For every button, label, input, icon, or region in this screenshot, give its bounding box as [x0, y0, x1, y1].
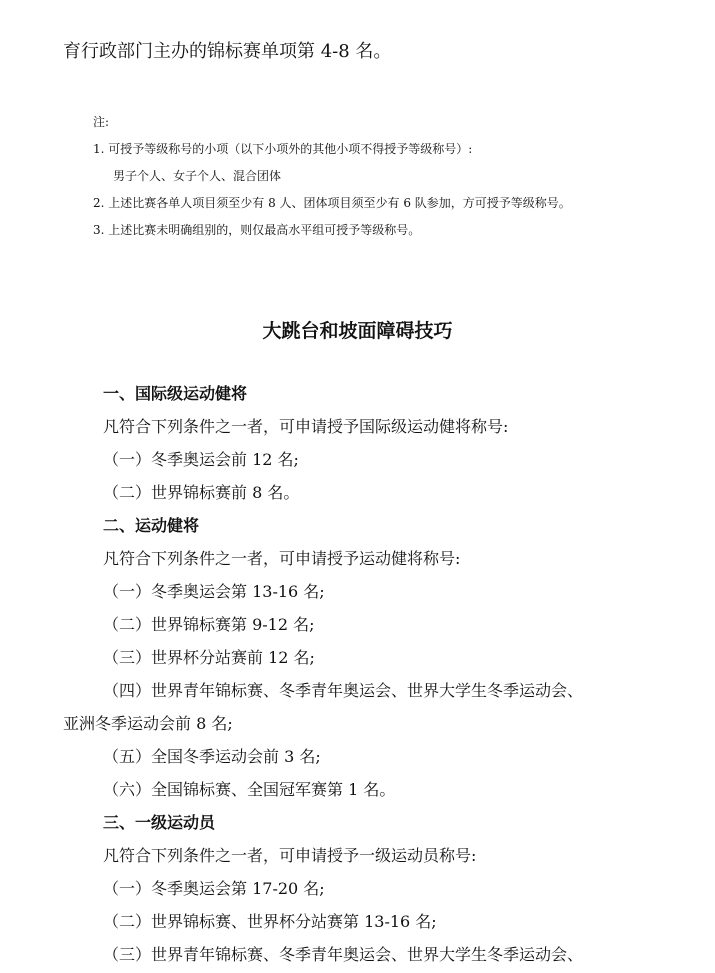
item-first-class-1: （一）冬季奥运会第 17-20 名; — [103, 879, 325, 898]
item-first-class-2: （二）世界锦标赛、世界杯分站赛第 13-16 名; — [103, 912, 437, 931]
item-master-4-wrap: 亚洲冬季运动会前 8 名; — [63, 714, 233, 733]
section-title: 大跳台和坡面障碍技巧 — [262, 320, 453, 342]
item-master-3: （三）世界杯分站赛前 12 名; — [103, 648, 315, 667]
intro-first-class: 凡符合下列条件之一者，可申请授予一级运动员称号: — [103, 846, 477, 865]
item-master-2: （二）世界锦标赛第 9-12 名; — [103, 615, 315, 634]
item-international-2: （二）世界锦标赛前 8 名。 — [103, 483, 300, 502]
heading-first-class: 三、一级运动员 — [103, 813, 216, 832]
item-international-1: （一）冬季奥运会前 12 名; — [103, 450, 299, 469]
notes-title: 注: — [93, 115, 110, 129]
intro-international-master: 凡符合下列条件之一者，可申请授予国际级运动健将称号: — [103, 417, 509, 436]
top-continuation-line: 育行政部门主办的锦标赛单项第 4-8 名。 — [63, 41, 392, 62]
item-first-class-3: （三）世界青年锦标赛、冬季青年奥运会、世界大学生冬季运动会、 — [103, 945, 584, 964]
heading-international-master: 一、国际级运动健将 — [103, 384, 248, 403]
item-master-5: （五）全国冬季运动会前 3 名; — [103, 747, 321, 766]
intro-master: 凡符合下列条件之一者，可申请授予运动健将称号: — [103, 549, 461, 568]
note-line-1: 1. 可授予等级称号的小项（以下小项外的其他小项不得授予等级称号）: — [93, 142, 473, 156]
note-line-1-detail: 男子个人、女子个人、混合团体 — [113, 169, 282, 183]
heading-master: 二、运动健将 — [103, 516, 200, 535]
note-line-2: 2. 上述比赛各单人项目须至少有 8 人、团体项目须至少有 6 队参加，方可授予等级称号。 — [93, 196, 571, 210]
item-master-1: （一）冬季奥运会第 13-16 名; — [103, 582, 325, 601]
note-line-3: 3. 上述比赛未明确组别的，则仅最高水平组可授予等级称号。 — [93, 223, 421, 237]
item-master-6: （六）全国锦标赛、全国冠军赛第 1 名。 — [103, 780, 396, 799]
item-master-4: （四）世界青年锦标赛、冬季青年奥运会、世界大学生冬季运动会、 — [103, 681, 584, 700]
